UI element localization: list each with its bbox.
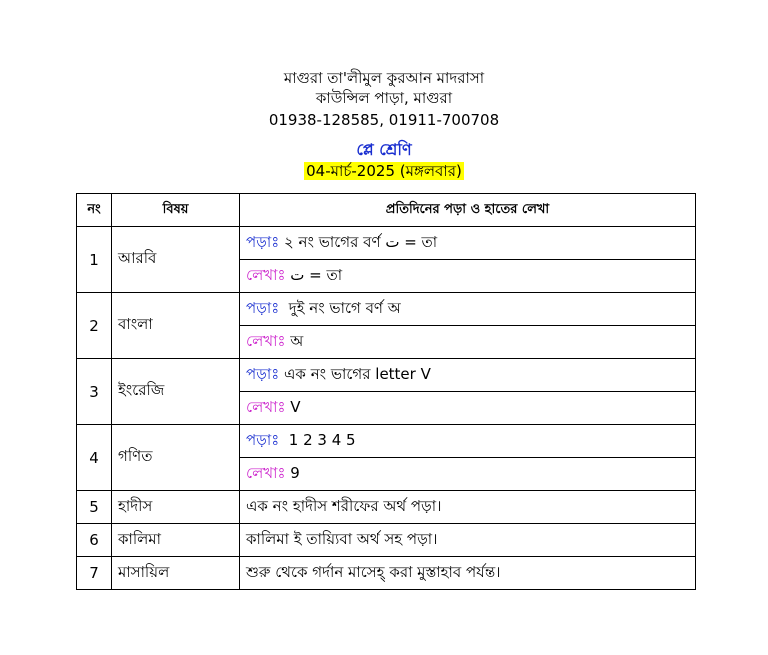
row-subject: ইংরেজি	[112, 359, 240, 425]
date-highlight: 04-মার্চ-2025 (মঙ্গলবার)	[306, 162, 462, 180]
header-daily-task: প্রতিদিনের পড়া ও হাতের লেখা	[240, 194, 696, 227]
header-no: নং	[77, 194, 112, 227]
header-subject: বিষয়	[112, 194, 240, 227]
read-label: পড়াঃ	[246, 232, 280, 251]
write-cell	[240, 458, 696, 491]
row-subject: মাসায়িল	[112, 557, 240, 590]
institution-name: মাগুরা তা'লীমুল কুরআন মাদরাসা	[283, 69, 485, 87]
row-subject: হাদীস	[112, 491, 240, 524]
task-cell: এক নং হাদীস শরীফের অর্থ পড়া।	[240, 491, 696, 524]
write-label: লেখাঃ	[246, 265, 286, 284]
write-text: V	[285, 397, 301, 416]
table-row	[77, 524, 696, 557]
row-subject: আরবি	[112, 227, 240, 293]
read-cell	[240, 425, 696, 458]
row-number: 1	[77, 227, 112, 293]
class-title: প্লে শ্রেণি	[356, 140, 412, 159]
row-subject: বাংলা	[112, 293, 240, 359]
read-cell	[240, 359, 696, 392]
row-subject: কালিমা	[112, 524, 240, 557]
read-cell	[240, 293, 696, 326]
row-number: 4	[77, 425, 112, 491]
row-number: 5	[77, 491, 112, 524]
write-cell	[240, 392, 696, 425]
read-label: পড়াঃ	[246, 298, 280, 317]
read-text: দুই নং ভাগে বর্ণ অ	[279, 298, 401, 317]
table-row	[77, 293, 696, 326]
row-subject: গণিত	[112, 425, 240, 491]
write-label: লেখাঃ	[246, 331, 286, 350]
table-row	[77, 557, 696, 590]
row-number: 2	[77, 293, 112, 359]
table-header-row	[77, 194, 696, 227]
table-row	[77, 359, 696, 392]
routine-table	[76, 193, 696, 590]
document-header	[0, 68, 768, 181]
row-number: 6	[77, 524, 112, 557]
read-label: পড়াঃ	[246, 364, 280, 383]
read-text: এক নং ভাগের letter V	[279, 364, 431, 383]
write-text: 9	[285, 463, 300, 482]
read-label: পড়াঃ	[246, 430, 280, 449]
write-text: ت = তা	[285, 265, 343, 284]
table-row	[77, 425, 696, 458]
read-text: ২ নং ভাগের বর্ণ ت = তা	[279, 232, 438, 251]
write-cell	[240, 326, 696, 359]
table-row	[77, 491, 696, 524]
write-cell	[240, 260, 696, 293]
institution-phone: 01938-128585, 01911-700708	[268, 111, 500, 129]
write-text: অ	[285, 331, 304, 350]
row-number: 3	[77, 359, 112, 425]
read-text: 1 2 3 4 5	[279, 430, 356, 449]
task-cell: কালিমা ই তায়্যিবা অর্থ সহ পড়া।	[240, 524, 696, 557]
row-number: 7	[77, 557, 112, 590]
write-label: লেখাঃ	[246, 463, 286, 482]
write-label: লেখাঃ	[246, 397, 286, 416]
read-cell	[240, 227, 696, 260]
task-cell: শুরু থেকে গর্দান মাসেহ্ করা মুস্তাহাব পর্যন্ত।	[240, 557, 696, 590]
table-row	[77, 227, 696, 260]
institution-address: কাউন্সিল পাড়া, মাগুরা	[315, 89, 453, 107]
